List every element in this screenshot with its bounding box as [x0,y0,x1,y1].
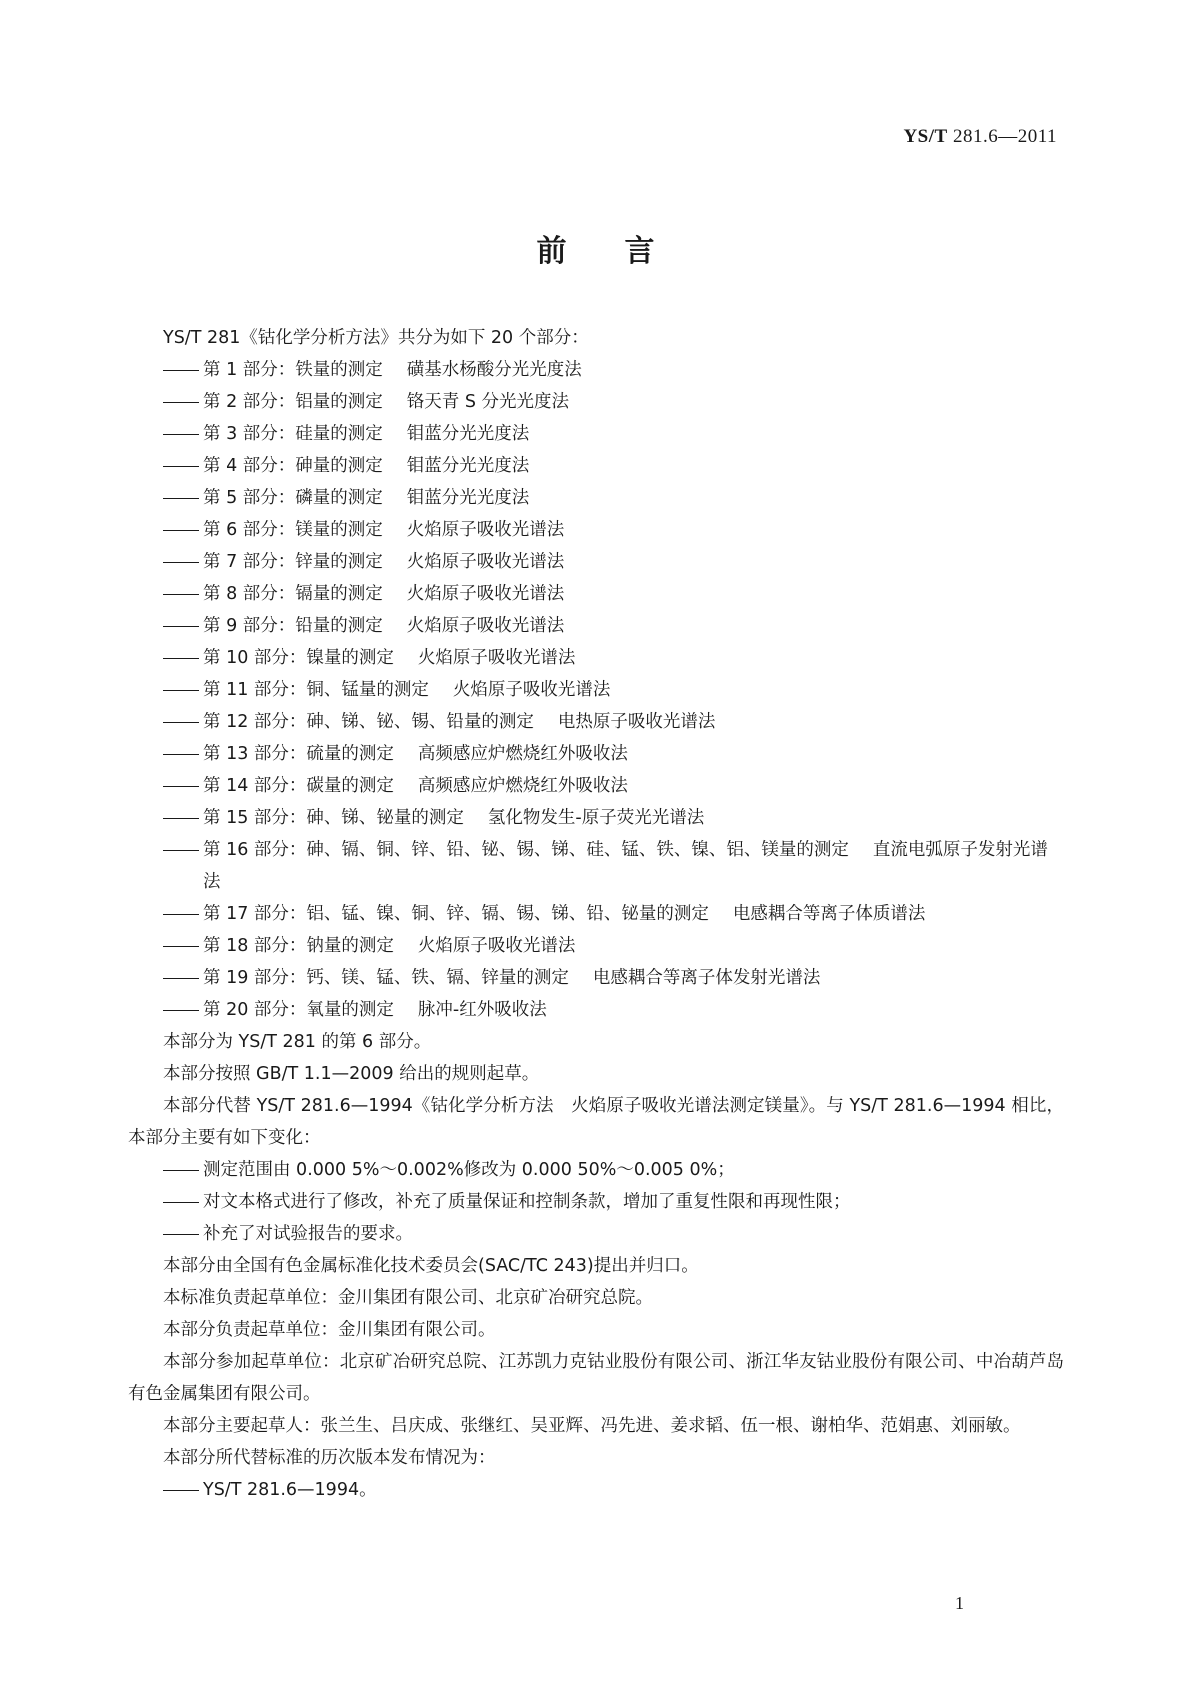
part-item [128,546,1064,578]
part-method: 电感耦合等离子体质谱法 [732,904,926,924]
dash-mark [163,898,203,930]
dash-mark [163,930,203,962]
part-item [128,802,1064,834]
part-item [128,994,1064,1026]
foreword-body [128,322,1064,1506]
page-number: 1 [955,1593,964,1613]
dash-mark [163,386,203,418]
dash-mark [163,578,203,610]
part-label: 第 12 部分：砷、锑、铋、锡、铅量的测定 [203,712,534,732]
parts-list [128,354,1064,1026]
part-item [128,834,1064,898]
part-label: 第 16 部分：砷、镉、铜、锌、铅、铋、锡、锑、硅、锰、铁、镍、铝、镁量的测定 [203,840,849,860]
part-method: 磺基水杨酸分光光度法 [406,360,582,380]
part-label: 第 4 部分：砷量的测定 [203,456,383,476]
part-drafting-unit-statement: 本部分负责起草单位：金川集团有限公司。 [163,1320,496,1340]
part-method: 铬天青 S 分光光度法 [406,392,569,412]
page-title [0,226,1191,270]
part-item [128,482,1064,514]
dash-mark [163,514,203,546]
part-item [128,610,1064,642]
part-label: 第 14 部分：碳量的测定 [203,776,394,796]
part-label: 第 17 部分：铝、锰、镍、铜、锌、镉、锡、锑、铅、铋量的测定 [203,904,709,924]
part-label: 第 9 部分：铅量的测定 [203,616,383,636]
changes-list [128,1154,1064,1250]
dash-mark [163,674,203,706]
part-label: 第 18 部分：钠量的测定 [203,936,394,956]
document-code [903,126,1057,148]
standard-drafting-unit-statement: 本标准负责起草单位：金川集团有限公司、北京矿冶研究总院。 [163,1288,653,1308]
part-item [128,770,1064,802]
drafting-rules-statement: 本部分按照 GB/T 1.1—2009 给出的规则起草。 [163,1064,540,1084]
dash-mark [163,738,203,770]
document-code-number: 281.6—2011 [947,126,1057,147]
part-item [128,386,1064,418]
part-method: 火焰原子吸收光谱法 [452,680,611,700]
part-method: 钼蓝分光光度法 [406,456,530,476]
part-method: 火焰原子吸收光谱法 [406,616,565,636]
dash-mark [163,706,203,738]
part-item [128,450,1064,482]
part-method: 高频感应炉燃烧红外吸收法 [417,744,628,764]
proposed-by-statement: 本部分由全国有色金属标准化技术委员会(SAC/TC 243)提出并归口。 [163,1256,699,1276]
intro-paragraph: YS/T 281《钴化学分析方法》共分为如下 20 个部分： [163,328,589,348]
part-label: 第 19 部分：钙、镁、锰、铁、镉、锌量的测定 [203,968,569,988]
dash-mark [163,1474,203,1506]
change-text: 补充了对试验报告的要求。 [203,1224,413,1244]
dash-mark [163,546,203,578]
part-method: 火焰原子吸收光谱法 [417,936,576,956]
dash-mark [163,994,203,1026]
history-text: YS/T 281.6—1994。 [203,1480,377,1500]
part-label: 第 3 部分：硅量的测定 [203,424,383,444]
part-label: 第 2 部分：铝量的测定 [203,392,383,412]
dash-mark [163,802,203,834]
part-method: 火焰原子吸收光谱法 [417,648,576,668]
part-label: 第 15 部分：砷、锑、铋量的测定 [203,808,464,828]
document-code-prefix: YS/T [903,126,948,147]
dash-mark [163,418,203,450]
part-method: 氢化物发生-原子荧光光谱法 [487,808,705,828]
part-item [128,514,1064,546]
part-method: 高频感应炉燃烧红外吸收法 [417,776,628,796]
part-label: 第 11 部分：铜、锰量的测定 [203,680,429,700]
dash-mark [163,834,203,866]
part-method: 火焰原子吸收光谱法 [406,520,565,540]
part-method: 脉冲-红外吸收法 [417,1000,547,1020]
change-item [128,1154,1064,1186]
part-item [128,962,1064,994]
part-label: 第 6 部分：镁量的测定 [203,520,383,540]
part-label: 第 7 部分：锌量的测定 [203,552,383,572]
dash-mark [163,450,203,482]
part-method: 电感耦合等离子体发射光谱法 [592,968,821,988]
part-item [128,674,1064,706]
part-item [128,418,1064,450]
history-item [128,1474,1064,1506]
this-part-statement: 本部分为 YS/T 281 的第 6 部分。 [163,1032,432,1052]
dash-mark [163,1154,203,1186]
part-label: 第 5 部分：磷量的测定 [203,488,383,508]
part-label: 第 20 部分：氧量的测定 [203,1000,394,1020]
part-item [128,738,1064,770]
participating-units-statement: 本部分参加起草单位：北京矿冶研究总院、江苏凯力克钴业股份有限公司、浙江华友钴业股份有限公司、中冶葫芦岛有色金属集团有限公司。 [128,1352,1064,1404]
replaces-statement: 本部分代替 YS/T 281.6—1994《钴化学分析方法 火焰原子吸收光谱法测定镁量》。与 YS/T 281.6—1994 相比，本部分主要有如下变化： [128,1096,1064,1148]
part-label: 第 13 部分：硫量的测定 [203,744,394,764]
dash-mark [163,962,203,994]
dash-mark [163,482,203,514]
change-item [128,1186,1064,1218]
change-item [128,1218,1064,1250]
history-list [128,1474,1064,1506]
change-text: 测定范围由 0.000 5%～0.002%修改为 0.000 50%～0.005 0%； [203,1160,735,1180]
dash-mark [163,610,203,642]
dash-mark [163,1218,203,1250]
main-drafters-statement: 本部分主要起草人：张兰生、吕庆成、张继红、吴亚辉、冯先进、姜求韬、伍一根、谢柏华、范娟惠、刘丽敏。 [163,1416,1021,1436]
part-item [128,578,1064,610]
part-method: 电热原子吸收光谱法 [557,712,716,732]
part-label: 第 8 部分：镉量的测定 [203,584,383,604]
part-method: 火焰原子吸收光谱法 [406,552,565,572]
part-item [128,930,1064,962]
page-title-char-1: 前 [536,234,567,269]
part-method: 火焰原子吸收光谱法 [406,584,565,604]
part-method: 直流电弧原子发射光谱法 [203,840,1048,892]
part-label: 第 1 部分：铁量的测定 [203,360,383,380]
part-item [128,898,1064,930]
part-item [128,642,1064,674]
part-method: 钼蓝分光光度法 [406,488,530,508]
part-label: 第 10 部分：镍量的测定 [203,648,394,668]
page-title-char-2: 言 [624,234,655,269]
part-item [128,706,1064,738]
history-intro-statement: 本部分所代替标准的历次版本发布情况为： [163,1448,496,1468]
dash-mark [163,770,203,802]
dash-mark [163,642,203,674]
part-method: 钼蓝分光光度法 [406,424,530,444]
change-text: 对文本格式进行了修改，补充了质量保证和控制条款，增加了重复性限和再现性限； [203,1192,851,1212]
dash-mark [163,354,203,386]
dash-mark [163,1186,203,1218]
part-item [128,354,1064,386]
